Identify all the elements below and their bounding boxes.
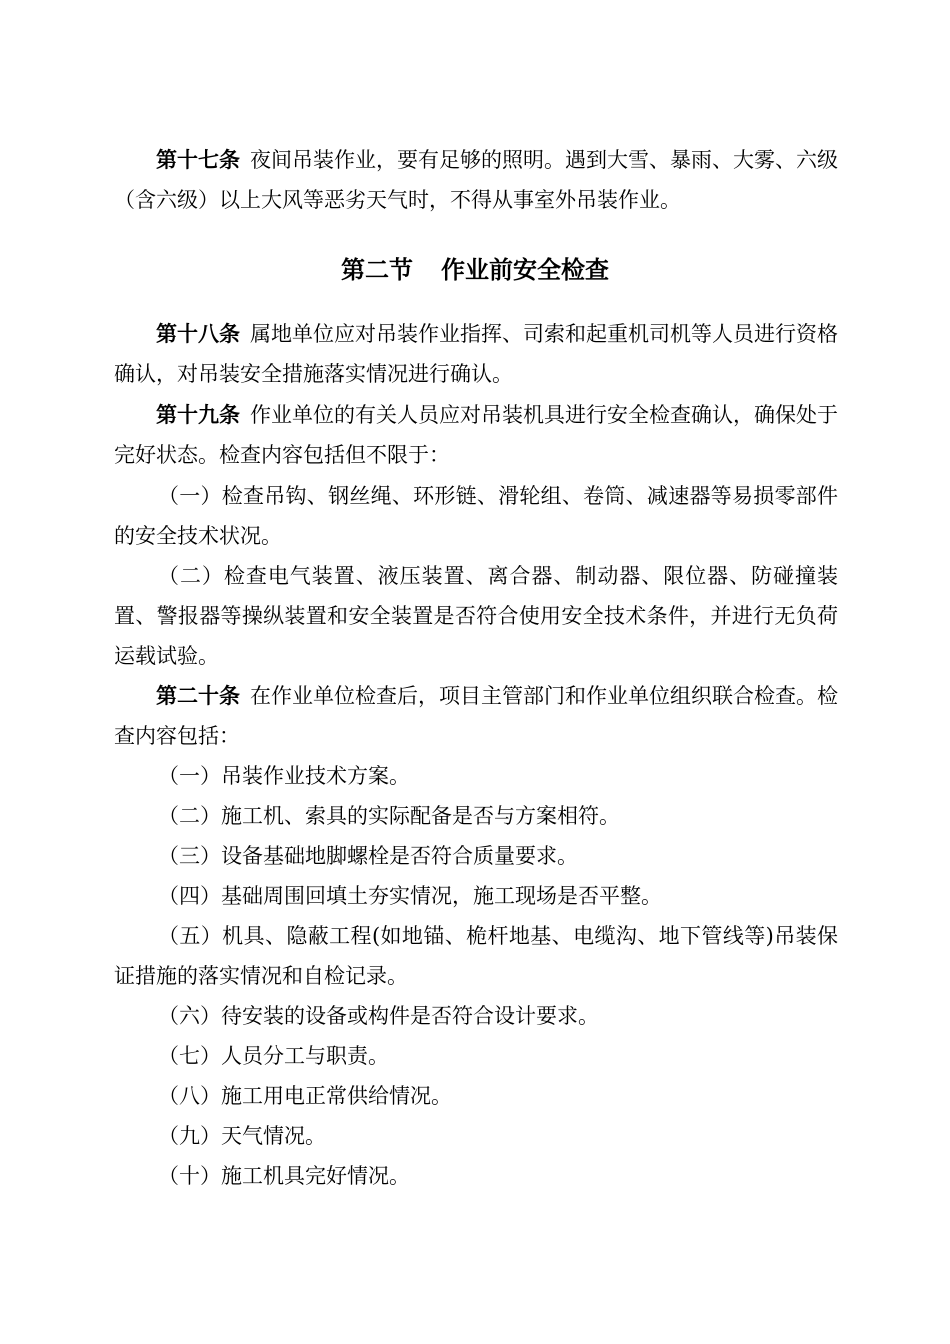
section-title: 作业前安全检查: [441, 256, 609, 284]
article-19-item: （二）检查电气装置、液压装置、离合器、制动器、限位器、防碰撞装置、警报器等操纵装置和安全装置是否符合使用安全技术条件，并进行无负荷运载试验。: [114, 564, 838, 668]
article-20-item: （三）设备基础地脚螺栓是否符合质量要求。: [158, 844, 578, 868]
article-19-label: 第十九条: [156, 403, 240, 427]
article-20-item: （五）机具、隐蔽工程(如地锚、桅杆地基、电缆沟、地下管线等)吊装保证措施的落实情况和自检记录。: [114, 924, 838, 988]
article-20-item: （四）基础周围回填土夯实情况，施工现场是否平整。: [158, 884, 662, 908]
article-20: [114, 676, 838, 756]
article-18: [114, 314, 838, 394]
article-20-text: 在作业单位检查后，项目主管部门和作业单位组织联合检查。检查内容包括：: [114, 684, 838, 748]
article-20-item: （二）施工机、索具的实际配备是否与方案相符。: [158, 804, 620, 828]
article-19-text: 作业单位的有关人员应对吊装机具进行安全检查确认，确保处于完好状态。检查内容包括但不限于：: [114, 403, 838, 467]
article-17-text: 夜间吊装作业，要有足够的照明。遇到大雪、暴雨、大雾、六级（含六级）以上大风等恶劣天气时，不得从事室外吊装作业。: [114, 148, 838, 212]
article-18-text: 属地单位应对吊装作业指挥、司索和起重机司机等人员进行资格确认，对吊装安全措施落实情况进行确认。: [114, 322, 838, 386]
article-20-label: 第二十条: [156, 684, 240, 708]
article-20-item: （七）人员分工与职责。: [158, 1044, 389, 1068]
article-18-label: 第十八条: [156, 322, 240, 346]
article-17-label: 第十七条: [156, 148, 240, 172]
section-number: 第二节: [341, 256, 413, 284]
article-20-item: （八）施工用电正常供给情况。: [158, 1084, 452, 1108]
article-17: [114, 140, 838, 220]
article-20-item: （九）天气情况。: [158, 1124, 326, 1148]
article-19: [114, 395, 838, 475]
article-20-item: （六）待安装的设备或构件是否符合设计要求。: [158, 1004, 599, 1028]
article-20-item: （一）吊装作业技术方案。: [158, 764, 410, 788]
article-20-item: （十）施工机具完好情况。: [158, 1164, 410, 1188]
article-19-item: （一）检查吊钩、钢丝绳、环形链、滑轮组、卷筒、减速器等易损零部件的安全技术状况。: [114, 484, 838, 548]
section-heading: [0, 250, 950, 290]
